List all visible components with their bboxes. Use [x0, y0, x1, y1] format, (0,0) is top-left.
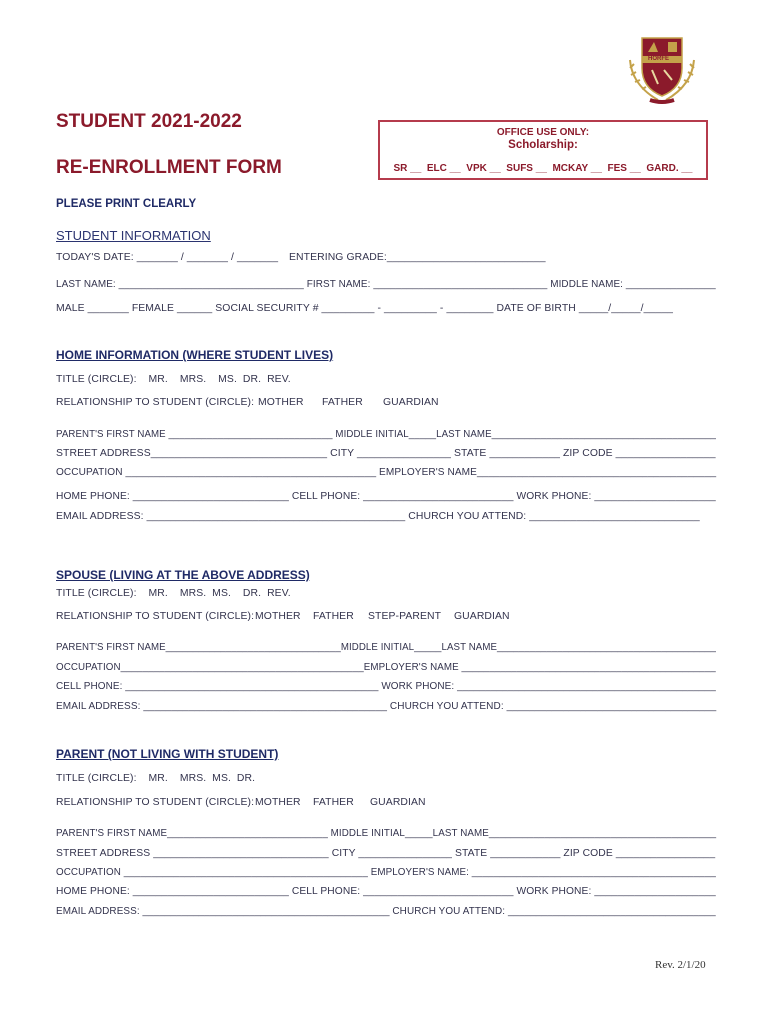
print-clearly-instruction: PLEASE PRINT CLEARLY: [56, 198, 197, 210]
office-use-codes: SR __ ELC __ VPK __ SUFS __ MCKAY __ FES __ GARD. __: [393, 163, 693, 174]
spouse-name-fields[interactable]: PARENT'S FIRST NAME________________________________MIDDLE INITIAL_____LAST NAME________________________________________: [56, 642, 716, 653]
entering-grade-field[interactable]: ENTERING GRADE:___________________________: [289, 252, 546, 263]
home-title-options[interactable]: TITLE (CIRCLE): MR. MRS. MS. DR. REV.: [56, 374, 291, 385]
school-crest-logo: [628, 30, 696, 104]
home-parent-name-fields[interactable]: PARENT'S FIRST NAME ______________________________ MIDDLE INITIAL_____LAST NAME_________________________________________: [56, 429, 717, 440]
home-relationship-label: RELATIONSHIP TO STUDENT (CIRCLE):: [56, 397, 255, 408]
spouse-rel-guardian[interactable]: GUARDIAN: [454, 611, 510, 622]
form-title-line1: STUDENT 2021-2022: [56, 111, 242, 132]
revision-date: Rev. 2/1/20: [655, 959, 706, 971]
home-occupation-fields[interactable]: OCCUPATION ____________________________________________ EMPLOYER'S NAME__________________________________________: [56, 467, 717, 478]
parent-phone-fields[interactable]: HOME PHONE: ___________________________ CELL PHONE: __________________________ WORK PHONE: _____________________: [56, 886, 716, 897]
parent-address-fields[interactable]: STREET ADDRESS ______________________________ CITY ________________ STATE ____________ ZIP CODE _________________: [56, 848, 716, 859]
home-rel-mother[interactable]: MOTHER: [258, 397, 304, 408]
spouse-title-options[interactable]: TITLE (CIRCLE): MR. MRS. MS. DR. REV.: [56, 588, 291, 599]
home-email-fields[interactable]: EMAIL ADDRESS: ____________________________________________ CHURCH YOU ATTEND: _____________________________: [56, 511, 700, 522]
parent-rel-guardian[interactable]: GUARDIAN: [370, 797, 426, 808]
home-rel-guardian[interactable]: GUARDIAN: [383, 397, 439, 408]
student-section-heading: STUDENT INFORMATION: [56, 228, 211, 243]
spouse-occupation-fields[interactable]: OCCUPATION____________________________________________EMPLOYER'S NAME ______________________________________________: [56, 662, 716, 673]
form-title-line2: RE-ENROLLMENT FORM: [56, 157, 282, 178]
home-address-fields[interactable]: STREET ADDRESS______________________________ CITY ________________ STATE ____________ ZIP CODE _________________: [56, 448, 716, 459]
office-use-title: OFFICE USE ONLY:: [496, 127, 590, 138]
spouse-phone-fields[interactable]: CELL PHONE: _____________________________________________ WORK PHONE: ______________________________________________: [56, 681, 716, 692]
home-rel-father[interactable]: FATHER: [322, 397, 363, 408]
gender-ssn-dob-fields[interactable]: MALE _______ FEMALE ______ SOCIAL SECURITY # _________ - _________ - ________ DATE OF BIRTH _____/_____/_____: [56, 303, 674, 314]
parent-email-fields[interactable]: EMAIL ADDRESS: ____________________________________________ CHURCH YOU ATTEND: _____________________________________: [56, 906, 716, 917]
spouse-rel-father[interactable]: FATHER: [313, 611, 354, 622]
todays-date-field[interactable]: TODAY'S DATE: _______ / _______ / _______: [56, 252, 279, 263]
parent-occupation-fields[interactable]: OCCUPATION ____________________________________________ EMPLOYER'S NAME: ____________________________________________: [56, 867, 716, 878]
spouse-relationship-label: RELATIONSHIP TO STUDENT (CIRCLE):: [56, 611, 255, 622]
spouse-email-fields[interactable]: EMAIL ADDRESS: ___________________________________________ CHURCH YOU ATTEND: _____________________________________: [56, 701, 717, 712]
logo-text: HORFE: [648, 56, 669, 62]
spouse-rel-step-parent[interactable]: STEP-PARENT: [368, 611, 442, 622]
office-use-subtitle: Scholarship:: [508, 139, 578, 151]
home-section-heading: HOME INFORMATION (WHERE STUDENT LIVES): [56, 348, 334, 362]
parent-title-options[interactable]: TITLE (CIRCLE): MR. MRS. MS. DR.: [56, 773, 256, 784]
spouse-section-heading: SPOUSE (LIVING AT THE ABOVE ADDRESS): [56, 568, 310, 582]
parent-name-fields[interactable]: PARENT'S FIRST NAME_____________________________ MIDDLE INITIAL_____LAST NAME_________________________________________: [56, 828, 717, 839]
office-use-box: [378, 120, 708, 180]
parent-section-heading: PARENT (NOT LIVING WITH STUDENT): [56, 747, 279, 761]
parent-rel-mother[interactable]: MOTHER: [255, 797, 301, 808]
student-name-fields[interactable]: LAST NAME: _________________________________ FIRST NAME: _______________________________ MIDDLE NAME: ________________: [56, 279, 716, 290]
spouse-rel-mother[interactable]: MOTHER: [255, 611, 301, 622]
home-phone-fields[interactable]: HOME PHONE: ___________________________ CELL PHONE: __________________________ WORK PHONE: _____________________: [56, 491, 716, 502]
parent-relationship-label: RELATIONSHIP TO STUDENT (CIRCLE):: [56, 797, 255, 808]
parent-rel-father[interactable]: FATHER: [313, 797, 354, 808]
